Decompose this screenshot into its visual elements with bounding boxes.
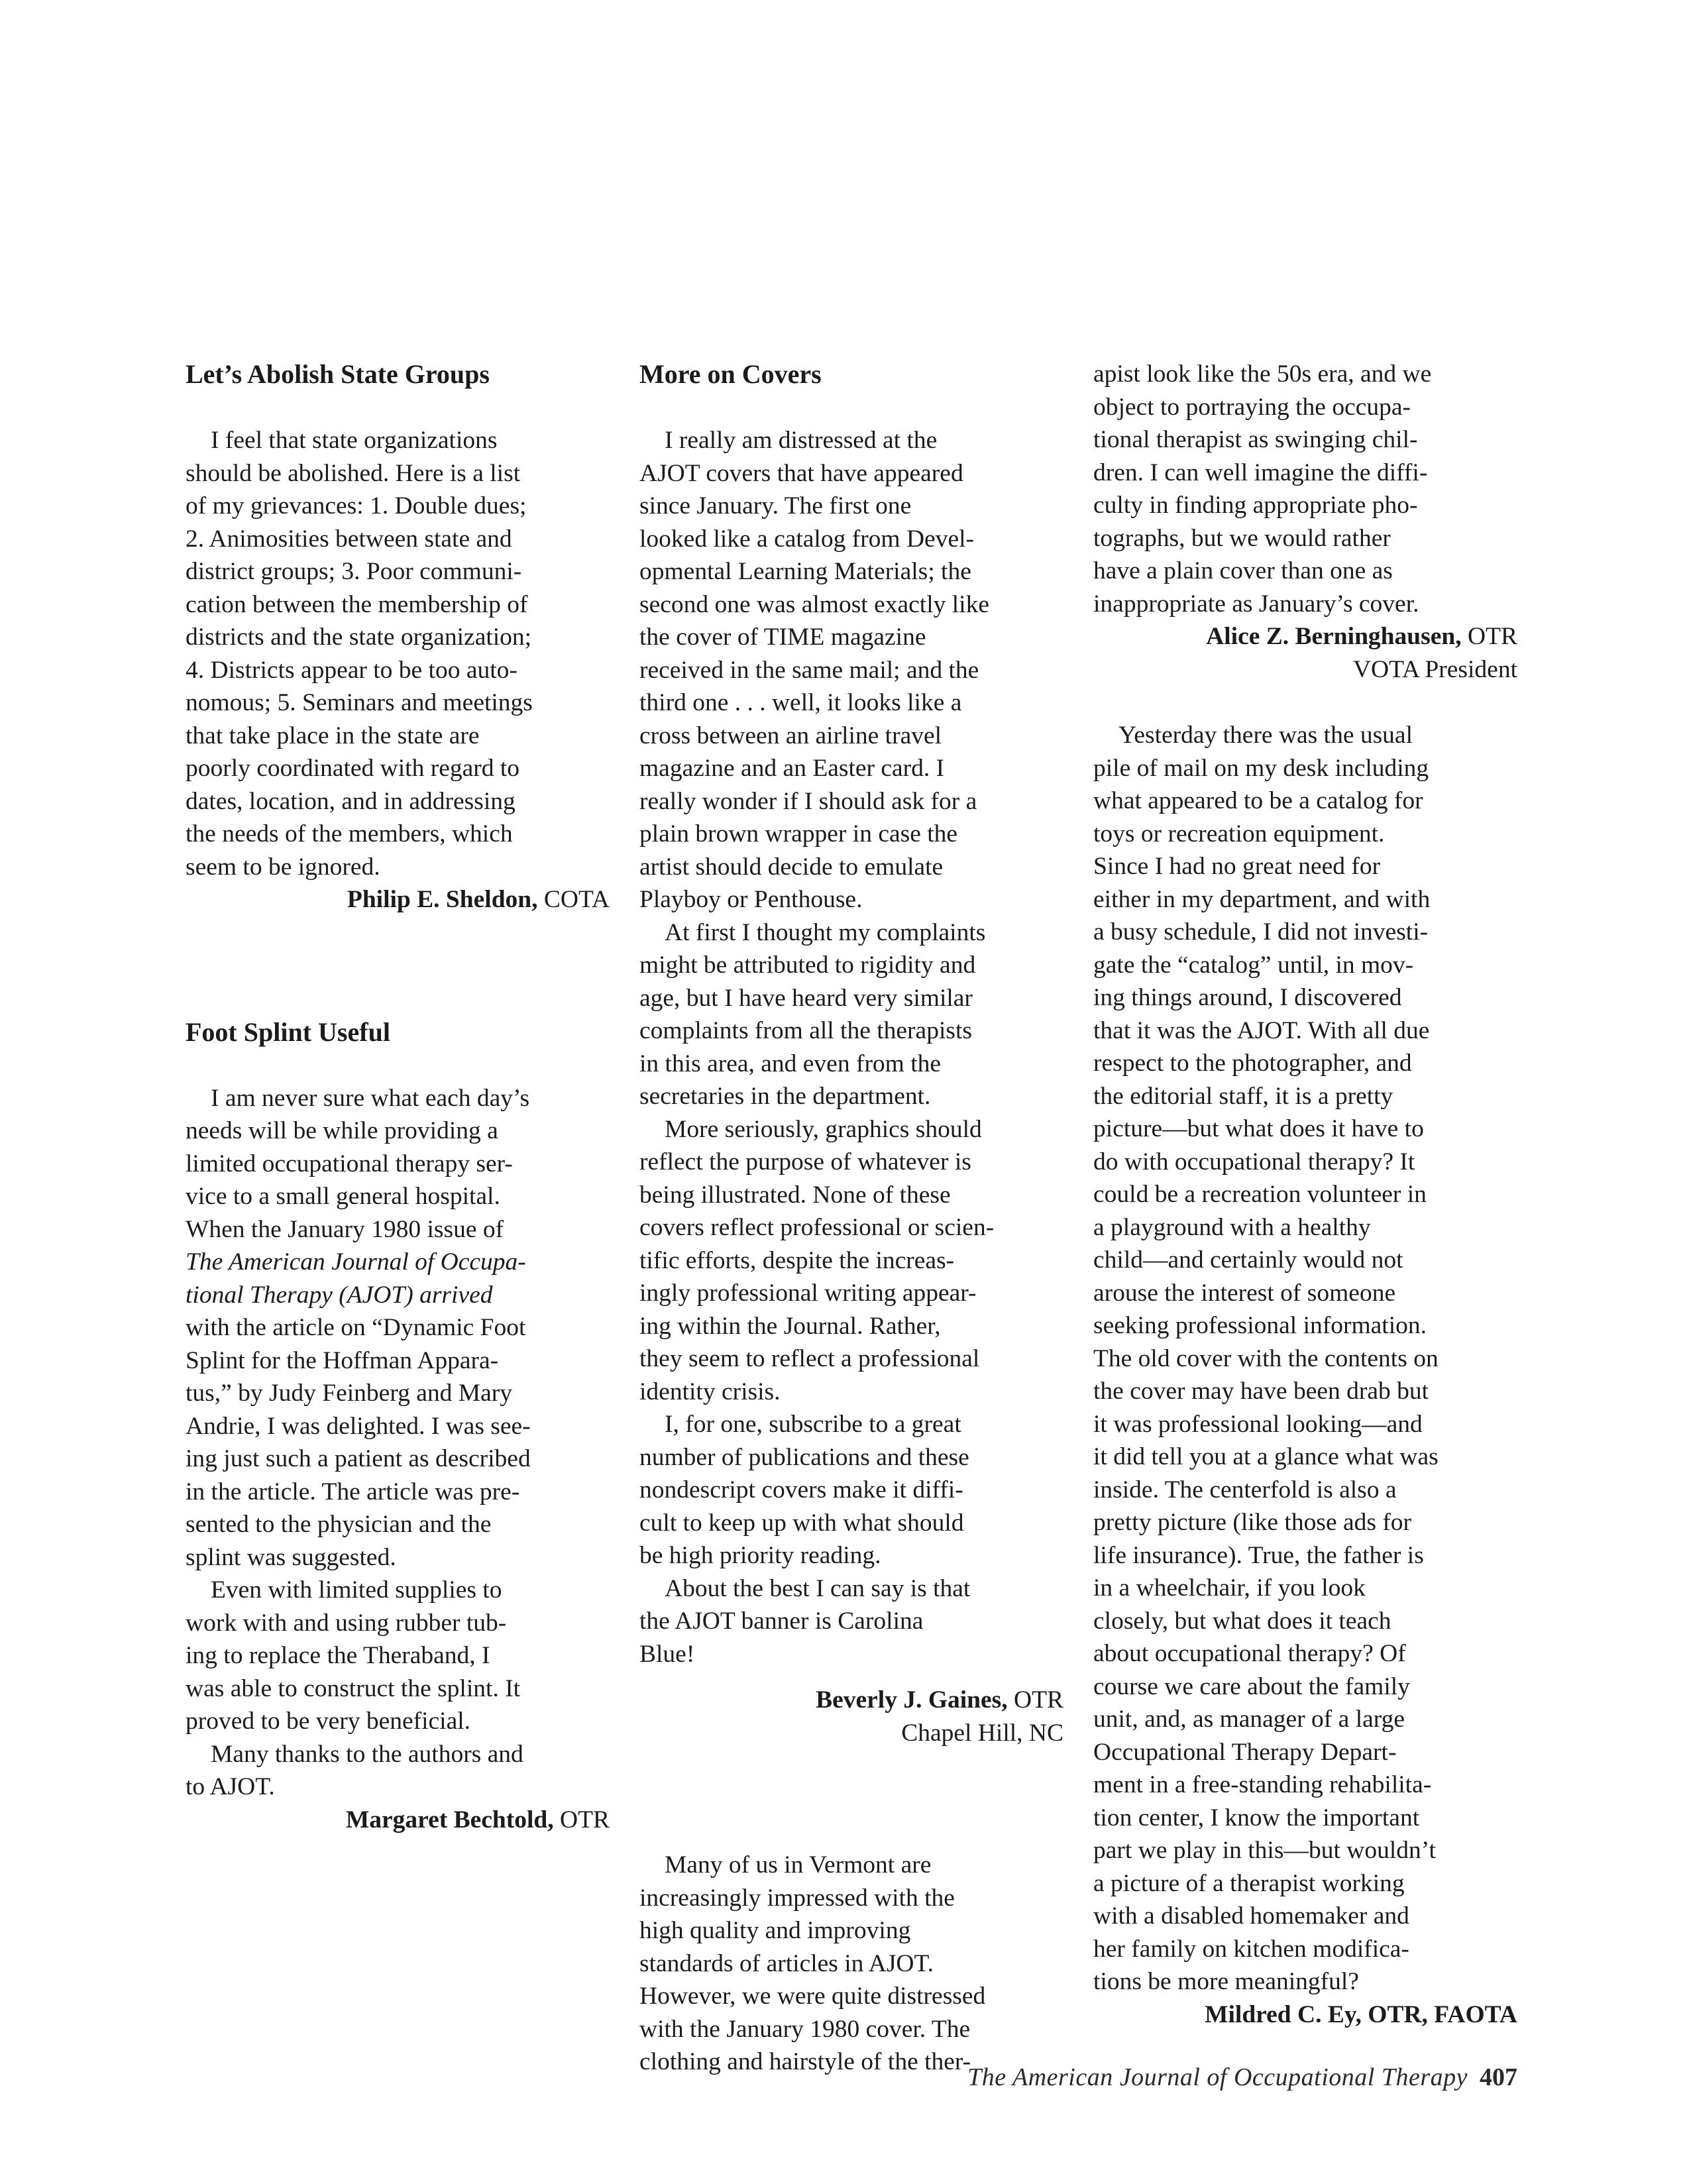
text-line: tional therapist as swinging chil- xyxy=(1093,426,1418,453)
text-line: Splint for the Hoffman Appara- xyxy=(186,1346,499,1374)
text-line: artist should decide to emulate xyxy=(639,853,944,881)
text-line: her family on kitchen modifica- xyxy=(1093,1935,1409,1963)
text-line: Even with limited supplies to xyxy=(211,1576,502,1604)
signature-alice-berninghausen xyxy=(1093,620,1517,653)
text-line: unit, and, as manager of a large xyxy=(1093,1706,1405,1733)
signature-mildred-ey xyxy=(1093,1998,1517,2032)
text-line: opmental Learning Materials; the xyxy=(639,558,971,585)
text-line: a picture of a therapist working xyxy=(1093,1869,1405,1897)
text-line: cult to keep up with what should xyxy=(639,1509,964,1537)
signature-location: Chapel Hill, NC xyxy=(901,1719,1063,1747)
text-line: about occupational therapy? Of xyxy=(1093,1640,1406,1667)
text-line: number of publications and these xyxy=(639,1443,969,1471)
text-line: cross between an airline travel xyxy=(639,722,942,749)
text-line: I really am distressed at the xyxy=(665,427,938,454)
text-line: the cover may have been drab but xyxy=(1093,1378,1429,1405)
text-line: work with and using rubber tub- xyxy=(186,1609,507,1637)
signature-philip-sheldon xyxy=(186,883,610,916)
spacer xyxy=(639,1749,1063,1849)
text-line: inside. The centerfold is also a xyxy=(1093,1476,1397,1503)
text-line: Blue! xyxy=(639,1640,695,1668)
text-line: seem to be ignored. xyxy=(186,853,380,881)
text-line: inappropriate as January’s cover. xyxy=(1093,590,1419,618)
text-line: object to portraying the occupa- xyxy=(1093,393,1411,421)
text-line: of my grievances: 1. Double dues; xyxy=(186,492,527,519)
text-line: a busy schedule, I did not investi- xyxy=(1093,918,1429,946)
text-line: a playground with a healthy xyxy=(1093,1213,1371,1241)
text-line: Playboy or Penthouse. xyxy=(639,886,863,913)
text-line: it did tell you at a glance what was xyxy=(1093,1443,1439,1470)
text-line: looked like a catalog from Devel- xyxy=(639,525,975,553)
text-line: cation between the membership of xyxy=(186,590,528,618)
letter-body-foot-splint-useful xyxy=(186,1082,610,1804)
text-line: I feel that state organizations xyxy=(211,427,498,454)
text-line: third one . . . well, it looks like a xyxy=(639,689,962,716)
text-line: to AJOT. xyxy=(186,1773,275,1800)
text-line: tions be more meaningful? xyxy=(1093,1968,1359,1995)
text-line: in this area, and even from the xyxy=(639,1050,942,1077)
text-line: received in the same mail; and the xyxy=(639,656,979,684)
text-line: apist look like the 50s era, and we xyxy=(1093,360,1432,388)
text-line: However, we were quite distressed xyxy=(639,1983,986,2010)
text-line: poorly coordinated with regard to xyxy=(186,755,520,782)
text-line: since January. The first one xyxy=(639,492,912,519)
text-line: tus,” by Judy Feinberg and Mary xyxy=(186,1380,512,1407)
text-line: could be a recreation volunteer in xyxy=(1093,1181,1427,1208)
spacer xyxy=(186,916,610,1016)
signature-credential: OTR xyxy=(1461,623,1517,650)
text-line: part we play in this—but wouldn’t xyxy=(1093,1837,1436,1864)
text-line: ingly professional writing appear- xyxy=(639,1280,977,1307)
text-line: being illustrated. None of these xyxy=(639,1181,951,1209)
text-line: course we care about the family xyxy=(1093,1672,1410,1700)
page-footer xyxy=(861,2061,1517,2094)
text-line: with the article on “Dynamic Foot xyxy=(186,1314,526,1341)
text-line: Andrie, I was delighted. I was see- xyxy=(186,1412,531,1440)
text-line: with a disabled homemaker and xyxy=(1093,1902,1409,1930)
text-line: culty in finding appropriate pho- xyxy=(1093,492,1418,519)
text-line: dren. I can well imagine the diffi- xyxy=(1093,459,1428,486)
letter-heading-abolish-state-groups: Let’s Abolish State Groups xyxy=(186,359,490,389)
letter-body-abolish-state-groups xyxy=(186,424,610,883)
text-line: with the January 1980 cover. The xyxy=(639,2015,971,2043)
letter-body-more-on-covers xyxy=(639,424,1063,1670)
column-1 xyxy=(186,358,610,1836)
signature-title: VOTA President xyxy=(1352,655,1517,683)
text-line: second one was almost exactly like xyxy=(639,590,989,618)
text-line: The old cover with the contents on xyxy=(1093,1344,1439,1372)
text-line: either in my department, and with xyxy=(1093,885,1431,913)
text-line: More seriously, graphics should xyxy=(665,1115,982,1143)
text-line: proved to be very beneficial. xyxy=(186,1708,471,1735)
signature-credential: OTR xyxy=(1007,1686,1063,1714)
letter-body-vermont-continued xyxy=(1093,358,1517,620)
text-line: the needs of the members, which xyxy=(186,820,513,847)
column-2 xyxy=(639,358,1063,2079)
text-line: splint was suggested. xyxy=(186,1543,396,1571)
text-line: life insurance). True, the father is xyxy=(1093,1541,1424,1569)
text-line: pile of mail on my desk including xyxy=(1093,754,1429,782)
text-line: tific efforts, despite the increas- xyxy=(639,1246,955,1274)
text-line: might be attributed to rigidity and xyxy=(639,952,976,979)
text-line: picture—but what does it have to xyxy=(1093,1115,1424,1142)
text-line: covers reflect professional or scien- xyxy=(639,1214,995,1241)
text-line: ment in a free-standing rehabilita- xyxy=(1093,1771,1432,1798)
text-line: 4. Districts appear to be too auto- xyxy=(186,656,517,684)
text-line: clothing and hairstyle of the ther- xyxy=(639,2048,971,2075)
text-line: complaints from all the therapists xyxy=(639,1017,972,1044)
text-line: vice to a small general hospital. xyxy=(186,1183,500,1210)
text-line: ing things around, I discovered xyxy=(1093,984,1402,1011)
text-line: ing to replace the Theraband, I xyxy=(186,1642,490,1669)
text-line: About the best I can say is that xyxy=(665,1574,971,1602)
text-line: they seem to reflect a professional xyxy=(639,1345,980,1372)
text-line: nondescript covers make it diffi- xyxy=(639,1476,963,1503)
text-line: reflect the purpose of whatever is xyxy=(639,1148,971,1175)
spacer xyxy=(1093,686,1517,719)
text-line: Since I had no great need for xyxy=(1093,853,1381,880)
text-line: in a wheelchair, if you look xyxy=(1093,1574,1366,1602)
text-line: gate the “catalog” until, in mov- xyxy=(1093,951,1414,979)
text-line: secretaries in the department. xyxy=(639,1083,931,1110)
text-line: tion center, I know the important xyxy=(1093,1804,1420,1831)
text-line: high quality and improving xyxy=(639,1917,911,1944)
signature-name: Mildred C. Ey, OTR, FAOTA xyxy=(1205,2000,1517,2028)
signature-name: Philip E. Sheldon, xyxy=(347,886,538,913)
text-line: Occupational Therapy Depart- xyxy=(1093,1738,1397,1766)
text-line: pretty picture (like those ads for xyxy=(1093,1509,1412,1536)
text-line: limited occupational therapy ser- xyxy=(186,1150,513,1177)
text-line: increasingly impressed with the xyxy=(639,1884,955,1912)
signature-beverly-gaines xyxy=(639,1684,1063,1717)
letter-body-vermont xyxy=(639,1849,1063,2079)
text-line: the AJOT banner is Carolina xyxy=(639,1608,924,1635)
text-line: that it was the AJOT. With all due xyxy=(1093,1016,1430,1044)
text-line: AJOT covers that have appeared xyxy=(639,459,963,487)
text-line: do with occupational therapy? It xyxy=(1093,1148,1415,1175)
spacer xyxy=(639,1670,1063,1684)
signature-name: Margaret Bechtold, xyxy=(345,1806,554,1833)
text-line: Yesterday there was the usual xyxy=(1118,722,1413,749)
text-line: tographs, but we would rather xyxy=(1093,524,1391,552)
text-line: the editorial staff, it is a pretty xyxy=(1093,1082,1393,1110)
text-line: identity crisis. xyxy=(639,1378,781,1405)
signature-name: Alice Z. Berninghausen, xyxy=(1206,623,1462,650)
text-line: At first I thought my complaints xyxy=(665,918,986,946)
signature-credential: COTA xyxy=(537,886,610,913)
text-line: closely, but what does it teach xyxy=(1093,1607,1391,1635)
text-line: When the January 1980 issue of xyxy=(186,1215,504,1243)
text-line: districts and the state organization; xyxy=(186,624,532,651)
text-line: that take place in the state are xyxy=(186,722,480,749)
text-line: the cover of TIME magazine xyxy=(639,624,926,651)
text-line: 2. Animosities between state and xyxy=(186,525,512,553)
text-line: be high priority reading. xyxy=(639,1542,881,1569)
text-line: plain brown wrapper in case the xyxy=(639,820,958,847)
letter-body-yesterday xyxy=(1093,719,1517,1998)
text-line: really wonder if I should ask for a xyxy=(639,787,977,815)
text-line: child—and certainly would not xyxy=(1093,1246,1403,1274)
text-line: what appeared to be a catalog for xyxy=(1093,787,1423,814)
text-line: Many of us in Vermont are xyxy=(665,1851,932,1879)
text-line: tional Therapy (AJOT) arrived xyxy=(186,1281,493,1309)
text-line: in the article. The article was pre- xyxy=(186,1478,520,1505)
letter-heading-foot-splint-useful: Foot Splint Useful xyxy=(186,1016,390,1047)
text-line: it was professional looking—and xyxy=(1093,1410,1423,1438)
journal-title: The American Journal of Occupational Therapy xyxy=(967,2063,1468,2091)
text-line: have a plain cover than one as xyxy=(1093,557,1393,584)
text-line: respect to the photographer, and xyxy=(1093,1050,1412,1077)
text-line: nomous; 5. Seminars and meetings xyxy=(186,689,533,716)
text-line: ing just such a patient as described xyxy=(186,1445,531,1472)
text-line: The American Journal of Occupa- xyxy=(186,1248,526,1276)
text-line: Many thanks to the authors and xyxy=(211,1740,523,1768)
text-line: seeking professional information. xyxy=(1093,1312,1427,1339)
text-line: arouse the interest of someone xyxy=(1093,1279,1396,1307)
text-line: ing within the Journal. Rather, xyxy=(639,1312,941,1340)
text-line: I, for one, subscribe to a great xyxy=(665,1411,961,1438)
signature-credential: OTR xyxy=(553,1806,610,1833)
text-line: needs will be while providing a xyxy=(186,1117,498,1144)
text-line: should be abolished. Here is a list xyxy=(186,459,521,487)
letter-heading-more-on-covers: More on Covers xyxy=(639,359,822,389)
text-line: was able to construct the splint. It xyxy=(186,1674,521,1702)
text-line: toys or recreation equipment. xyxy=(1093,820,1385,847)
text-line: magazine and an Easter card. I xyxy=(639,755,945,782)
text-line: I am never sure what each day’s xyxy=(211,1084,530,1112)
text-line: standards of articles in AJOT. xyxy=(639,1949,934,1977)
page-number: 407 xyxy=(1480,2063,1517,2091)
column-3 xyxy=(1093,358,1517,2031)
text-line: dates, location, and in addressing xyxy=(186,787,516,815)
text-line: sented to the physician and the xyxy=(186,1511,492,1538)
text-line: age, but I have heard very similar xyxy=(639,984,973,1012)
text-line: district groups; 3. Poor communi- xyxy=(186,558,522,585)
signature-margaret-bechtold xyxy=(186,1804,610,1837)
signature-name: Beverly J. Gaines, xyxy=(816,1686,1008,1714)
